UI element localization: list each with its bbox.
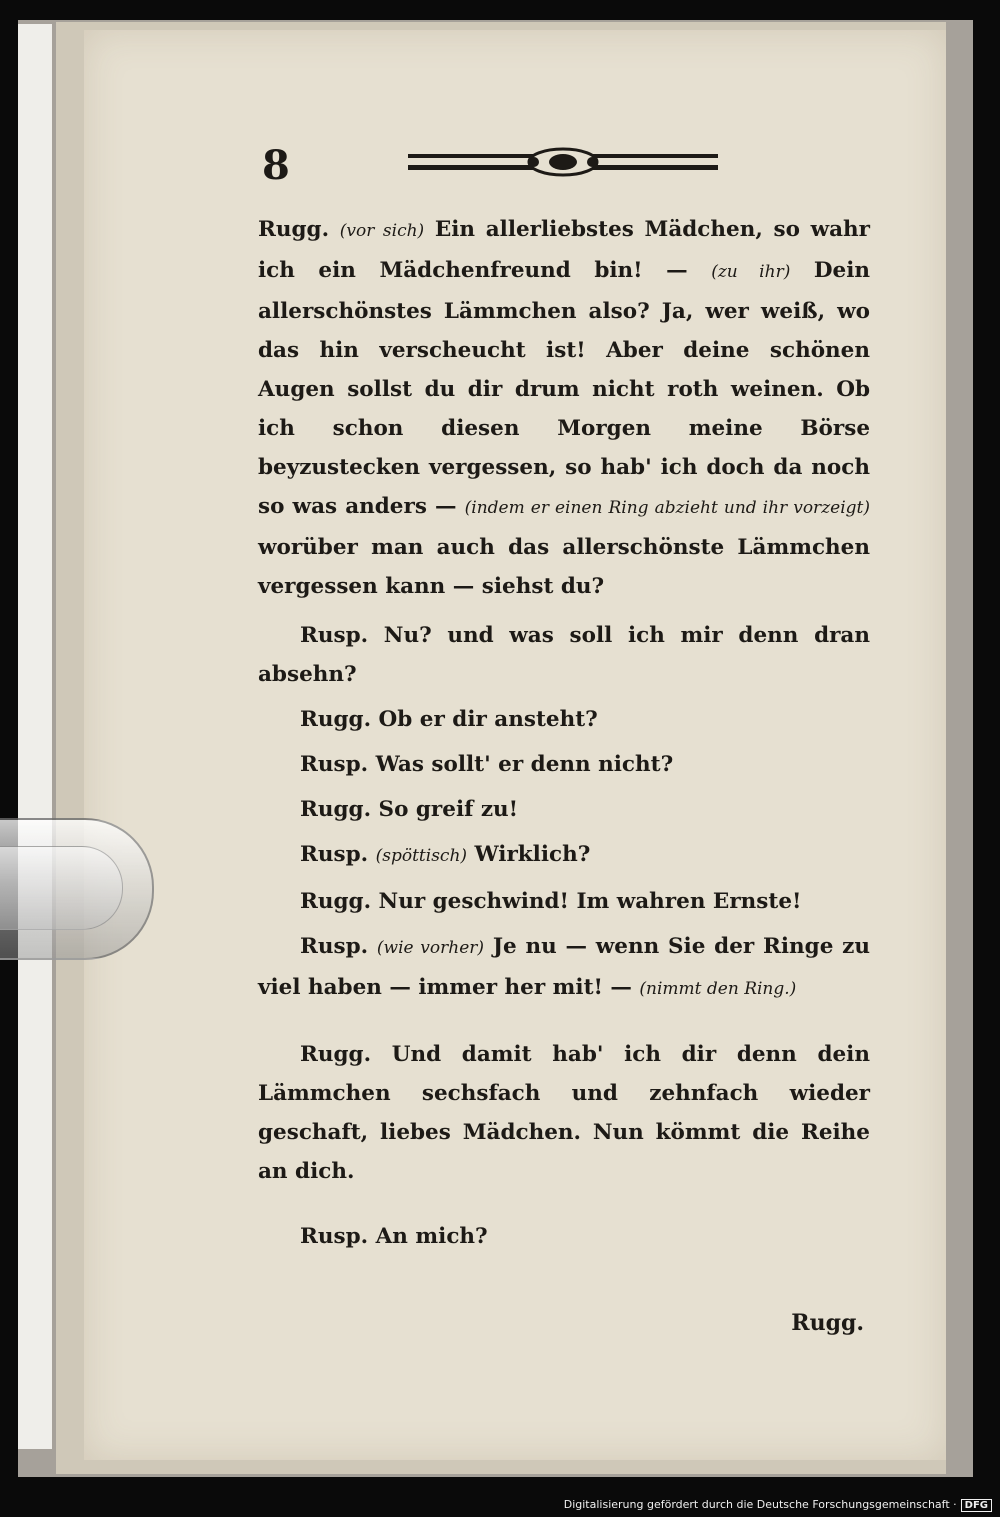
scan-white-strip	[18, 24, 52, 1449]
dialogue-paragraph	[258, 927, 870, 1009]
stage-direction: (wie vorher)	[376, 938, 485, 958]
speaker-name: Rugg.	[300, 1042, 372, 1067]
dialogue-paragraph	[258, 790, 870, 829]
spoken-text: So greif zu!	[371, 797, 519, 822]
dialogue-paragraph	[258, 616, 870, 694]
stage-direction: (vor sich)	[339, 221, 425, 241]
spoken-text: Was sollt' er denn nicht?	[368, 752, 674, 777]
spoken-text: Und damit hab' ich dir denn dein Lämmchen sechsfach und zehnfach wieder geschaft, liebes Mädchen. Nun kömmt die Reihe an dich.	[258, 1042, 870, 1184]
speaker-name: Rugg.	[258, 217, 330, 242]
spoken-text: worüber man auch das allerschönste Lämmchen vergessen kann — siehst du?	[258, 535, 870, 599]
catchword: Rugg.	[791, 1310, 864, 1336]
spoken-text: An mich?	[368, 1224, 488, 1249]
speaker-name: Rugg.	[300, 797, 372, 822]
spoken-text: Nur geschwind! Im wahren Ernste!	[371, 889, 802, 914]
dialogue-paragraph	[258, 700, 870, 739]
stage-direction: (indem er einen Ring abzieht und ihr vorzeigt)	[464, 498, 870, 518]
dfg-logo: DFG	[961, 1499, 992, 1512]
stage-direction: (zu ihr)	[711, 262, 791, 282]
page-number: 8	[262, 142, 290, 189]
header-ornament	[408, 143, 718, 183]
speaker-name: Rugg.	[300, 707, 372, 732]
dialogue-text	[258, 210, 870, 1256]
dialogue-paragraph	[258, 1035, 870, 1191]
dialogue-paragraph	[258, 745, 870, 784]
dialogue-paragraph	[258, 210, 870, 606]
spoken-text: Nu? und was soll ich mir denn dran absehn?	[258, 623, 870, 687]
spoken-text: Ob er dir ansteht?	[371, 707, 598, 732]
stage-direction: (nimmt den Ring.)	[639, 979, 797, 999]
spoken-text: Ein allerliebstes Mädchen, so wahr ich ein Mädchenfreund bin! —	[258, 217, 870, 283]
credit-text: Digitalisierung gefördert durch die Deutsche Forschungsgemeinschaft ·	[563, 1498, 957, 1511]
speaker-name: Rusp.	[300, 752, 369, 777]
spoken-text: Je nu — wenn Sie der Ringe zu viel haben — immer her mit! —	[258, 934, 870, 1000]
page-clip-highlight	[0, 846, 123, 930]
dialogue-paragraph	[258, 835, 870, 876]
speaker-name: Rugg.	[300, 889, 372, 914]
digitization-credit	[564, 1498, 992, 1512]
speaker-name: Rusp.	[300, 623, 369, 648]
spoken-text: Dein allerschönstes Lämmchen also? Ja, wer weiß, wo das hin verscheucht ist! Aber deine schönen Augen sollst du dir drum nicht roth weinen. Ob ich schon diesen Morgen meine Börse beyzustecken vergessen, so hab' ich doch da noch so was anders —	[258, 258, 870, 519]
dialogue-paragraph	[258, 1217, 870, 1256]
spoken-text: Wirklich?	[467, 842, 591, 867]
speaker-name: Rusp.	[300, 1224, 369, 1249]
speaker-name: Rusp.	[300, 934, 369, 959]
stage-direction: (spöttisch)	[375, 846, 468, 866]
speaker-name: Rusp.	[300, 842, 369, 867]
dialogue-paragraph	[258, 882, 870, 921]
